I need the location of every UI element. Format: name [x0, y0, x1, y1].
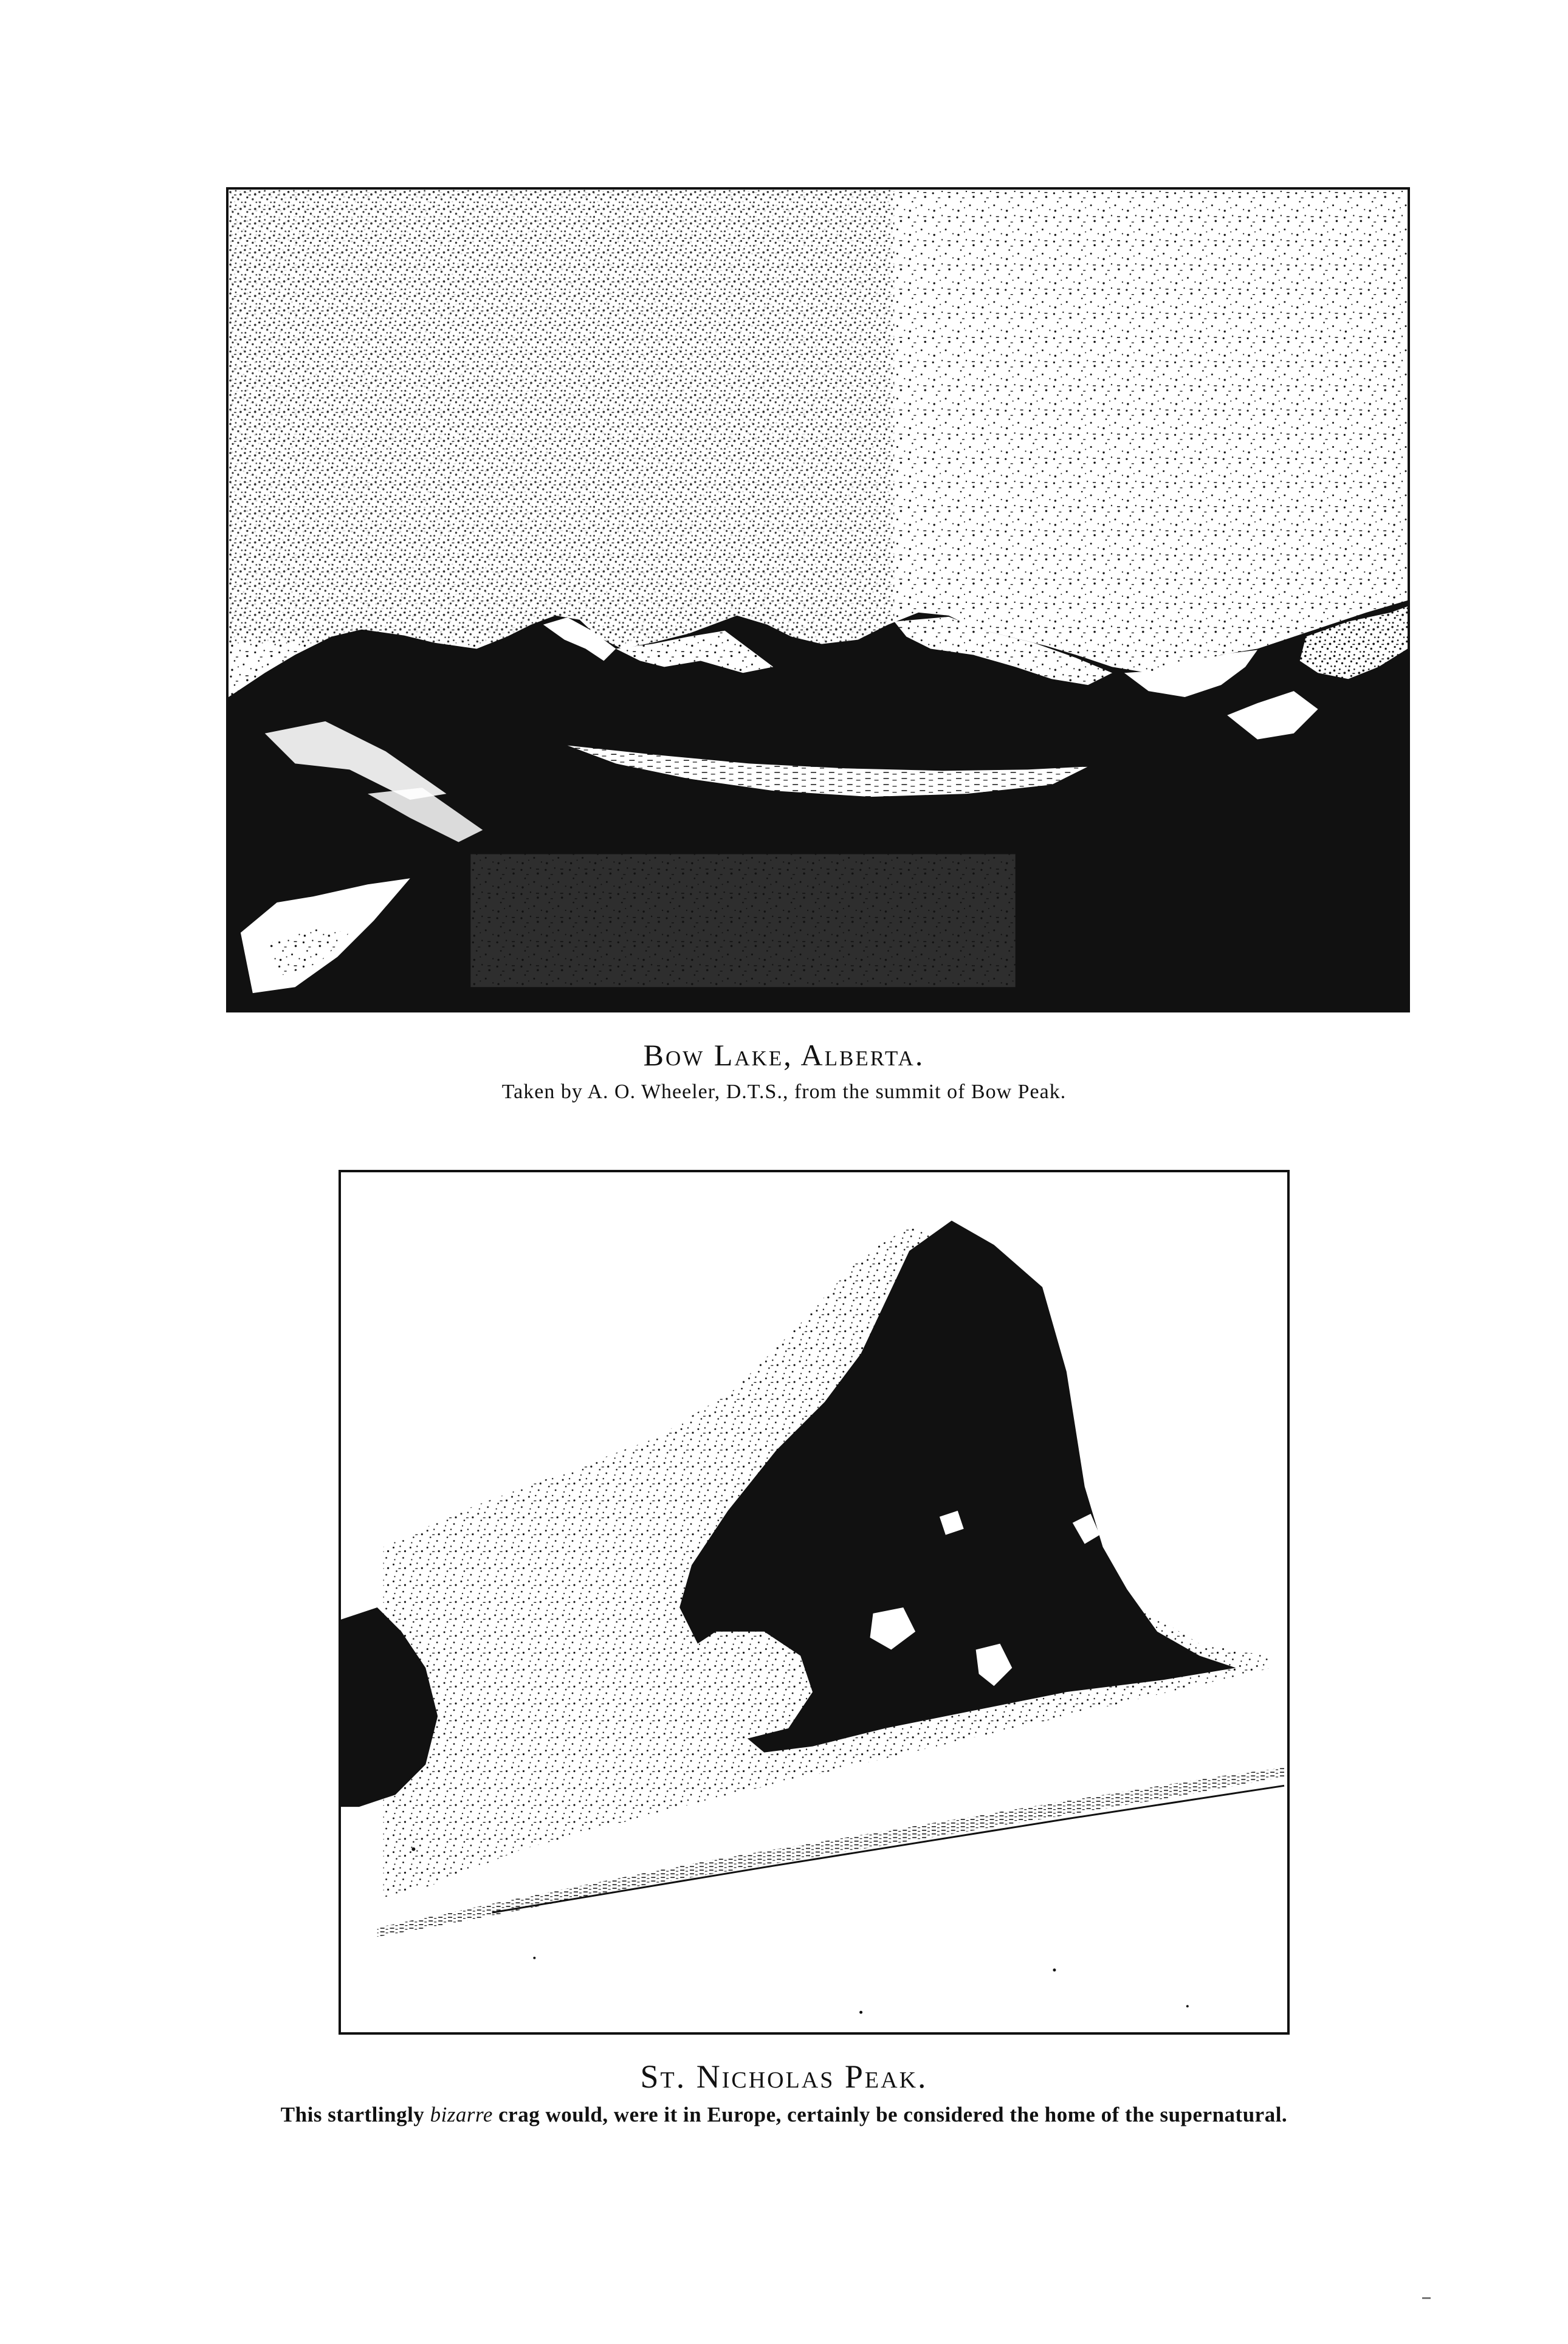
page-mark — [1422, 2297, 1431, 2299]
st-nicholas-peak-caption — [0, 2102, 1568, 2128]
bow-lake-title: Bow Lake, Alberta. — [643, 1038, 925, 1072]
bow-lake-photograph — [226, 187, 1410, 1012]
caption-italic-word: bizarre — [430, 2103, 493, 2126]
caption-text-after: crag would, were it in Europe, certainly be considered the home of the supernatural. — [492, 2103, 1288, 2126]
st-nicholas-peak-title: St. Nicholas Peak. — [640, 2058, 928, 2095]
st-nicholas-peak-photograph — [339, 1170, 1290, 2035]
bow-lake-image — [229, 190, 1408, 1010]
caption-text-before: This startlingly — [280, 2103, 430, 2126]
bow-lake-credit: Taken by A. O. Wheeler, D.T.S., from the summit of Bow Peak. — [501, 1081, 1067, 1103]
st-nicholas-peak-image — [341, 1172, 1287, 2032]
